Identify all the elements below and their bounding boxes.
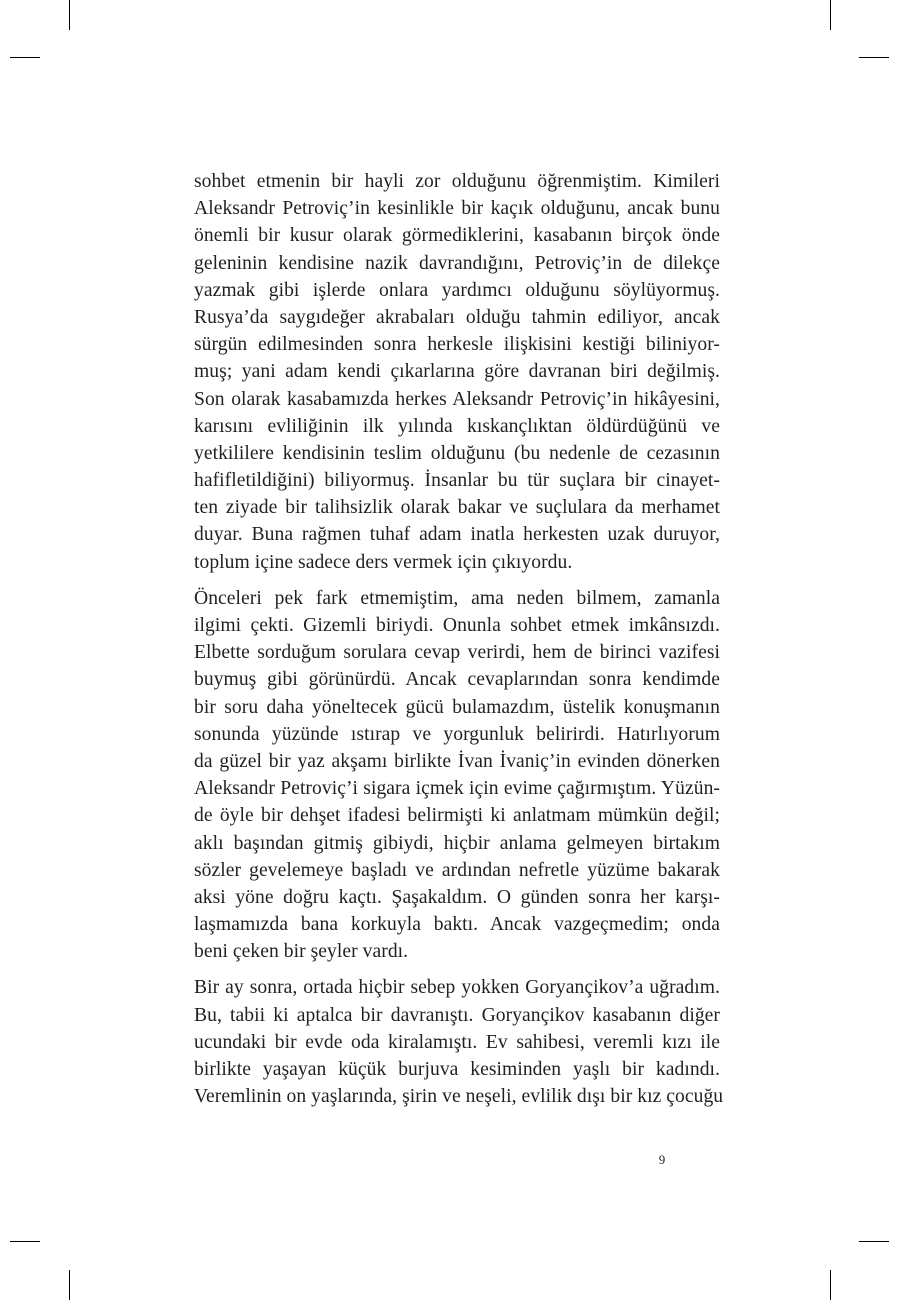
paragraph-gap bbox=[194, 576, 720, 585]
paragraph-gap bbox=[194, 965, 720, 974]
crop-mark-bottom-right-horizontal bbox=[859, 1241, 889, 1242]
text-line: ilgimi çekti. Gizemli biriydi. Onunla sohbet etmek imkânsızdı. bbox=[194, 615, 720, 636]
text-line: Aleksandr Petroviç’in kesinlikle bir kaçık olduğunu, ancak bunu bbox=[194, 198, 720, 220]
text-line: yazmak gibi işlerde onlara yardımcı olduğunu söylüyormuş. bbox=[194, 279, 720, 301]
text-line: toplum içine sadece ders vermek için çıkıyordu. bbox=[194, 551, 573, 573]
text-line: ucundaki bir evde oda kiralamıştı. Ev sahibesi, veremli kızı ile bbox=[194, 1031, 720, 1053]
paragraph bbox=[194, 168, 720, 576]
crop-mark-bottom-left-horizontal bbox=[10, 1241, 40, 1242]
text-line: birlikte yaşayan küçük burjuva kesiminden yaşlı bir kadındı. bbox=[194, 1059, 720, 1080]
text-line: sürgün edilmesinden sonra herkesle ilişkisini kestiği biliniyor- bbox=[194, 334, 720, 356]
text-line: Veremlinin on yaşlarında, şirin ve neşeli, evlilik dışı bir kız çocuğu bbox=[194, 1086, 724, 1108]
text-line: beni çeken bir şeyler vardı. bbox=[194, 941, 409, 963]
text-line: duyar. Buna rağmen tuhaf adam inatla herkesten uzak duruyor, bbox=[194, 524, 720, 546]
page-number: 9 bbox=[658, 1152, 666, 1167]
crop-mark-top-right bbox=[830, 0, 831, 30]
text-line: aksi yöne doğru kaçtı. Şaşakaldım. O günden sonra her karşı- bbox=[194, 886, 720, 908]
paragraph bbox=[194, 585, 720, 966]
text-line: bir soru daha yöneltecek gücü bulamazdım, üstelik konuşmanın bbox=[194, 696, 720, 718]
text-line: yetkililere kendisinin teslim olduğunu (bu nedenle de cezasının bbox=[194, 442, 720, 464]
text-line: ten ziyade bir talihsizlik olarak bakar ve suçlulara da merhamet bbox=[194, 497, 720, 519]
text-line: muş; yani adam kendi çıkarlarına göre davranan biri değilmiş. bbox=[194, 361, 720, 383]
text-line: da güzel bir yaz akşamı birlikte İvan İvaniç’in evinden dönerken bbox=[194, 750, 720, 772]
body-text bbox=[194, 168, 724, 1110]
crop-mark-top-left-horizontal bbox=[10, 57, 40, 58]
text-line: Bir ay sonra, ortada hiçbir sebep yokken Goryançikov’a uğradım. bbox=[194, 977, 720, 999]
text-line: Elbette sorduğum sorulara cevap verirdi, hem de birinci vazifesi bbox=[194, 642, 720, 664]
text-line: karısını evliliğinin ilk yılında kıskançlıktan öldürdüğünü ve bbox=[194, 415, 720, 437]
crop-mark-bottom-right bbox=[830, 1270, 831, 1300]
text-line: hafifletildiğini) biliyormuş. İnsanlar bu tür suçlara bir cinayet- bbox=[194, 470, 720, 492]
text-line: de öyle bir dehşet ifadesi belirmişti ki anlatmam mümkün değil; bbox=[194, 805, 720, 827]
text-line: Aleksandr Petroviç’i sigara içmek için evime çağırmıştım. Yüzün- bbox=[194, 778, 720, 800]
crop-mark-top-right-horizontal bbox=[859, 57, 889, 58]
text-line: sonunda yüzünde ıstırap ve yorgunluk belirirdi. Hatırlıyorum bbox=[194, 723, 720, 745]
crop-mark-top-left bbox=[69, 0, 70, 30]
paragraph bbox=[194, 974, 724, 1110]
text-line: Rusya’da saygıdeğer akrabaları olduğu tahmin ediliyor, ancak bbox=[194, 306, 720, 328]
text-line: buymuş gibi görünürdü. Ancak cevaplarından sonra kendimde bbox=[194, 669, 720, 691]
text-line: sözler gevelemeye başladı ve ardından nefretle yüzüme bakarak bbox=[194, 859, 720, 881]
text-line: Önceleri pek fark etmemiştim, ama neden bilmem, zamanla bbox=[194, 587, 720, 609]
text-line: aklı başından gitmiş gibiydi, hiçbir anlama gelmeyen birtakım bbox=[194, 832, 720, 854]
text-line: geleninin kendisine nazik davrandığını, Petroviç’in de dilekçe bbox=[194, 252, 720, 274]
crop-mark-bottom-left bbox=[69, 1270, 70, 1300]
text-line: Son olarak kasabamızda herkes Aleksandr Petroviç’in hikâyesini, bbox=[194, 388, 720, 410]
text-line: laşmamızda bana korkuyla baktı. Ancak vazgeçmedim; onda bbox=[194, 914, 720, 936]
text-line: sohbet etmenin bir hayli zor olduğunu öğrenmiştim. Kimileri bbox=[194, 171, 720, 192]
text-line: önemli bir kusur olarak görmediklerini, kasabanın birçok önde bbox=[194, 225, 720, 247]
text-line: Bu, tabii ki aptalca bir davranıştı. Goryançikov kasabanın diğer bbox=[194, 1004, 720, 1026]
